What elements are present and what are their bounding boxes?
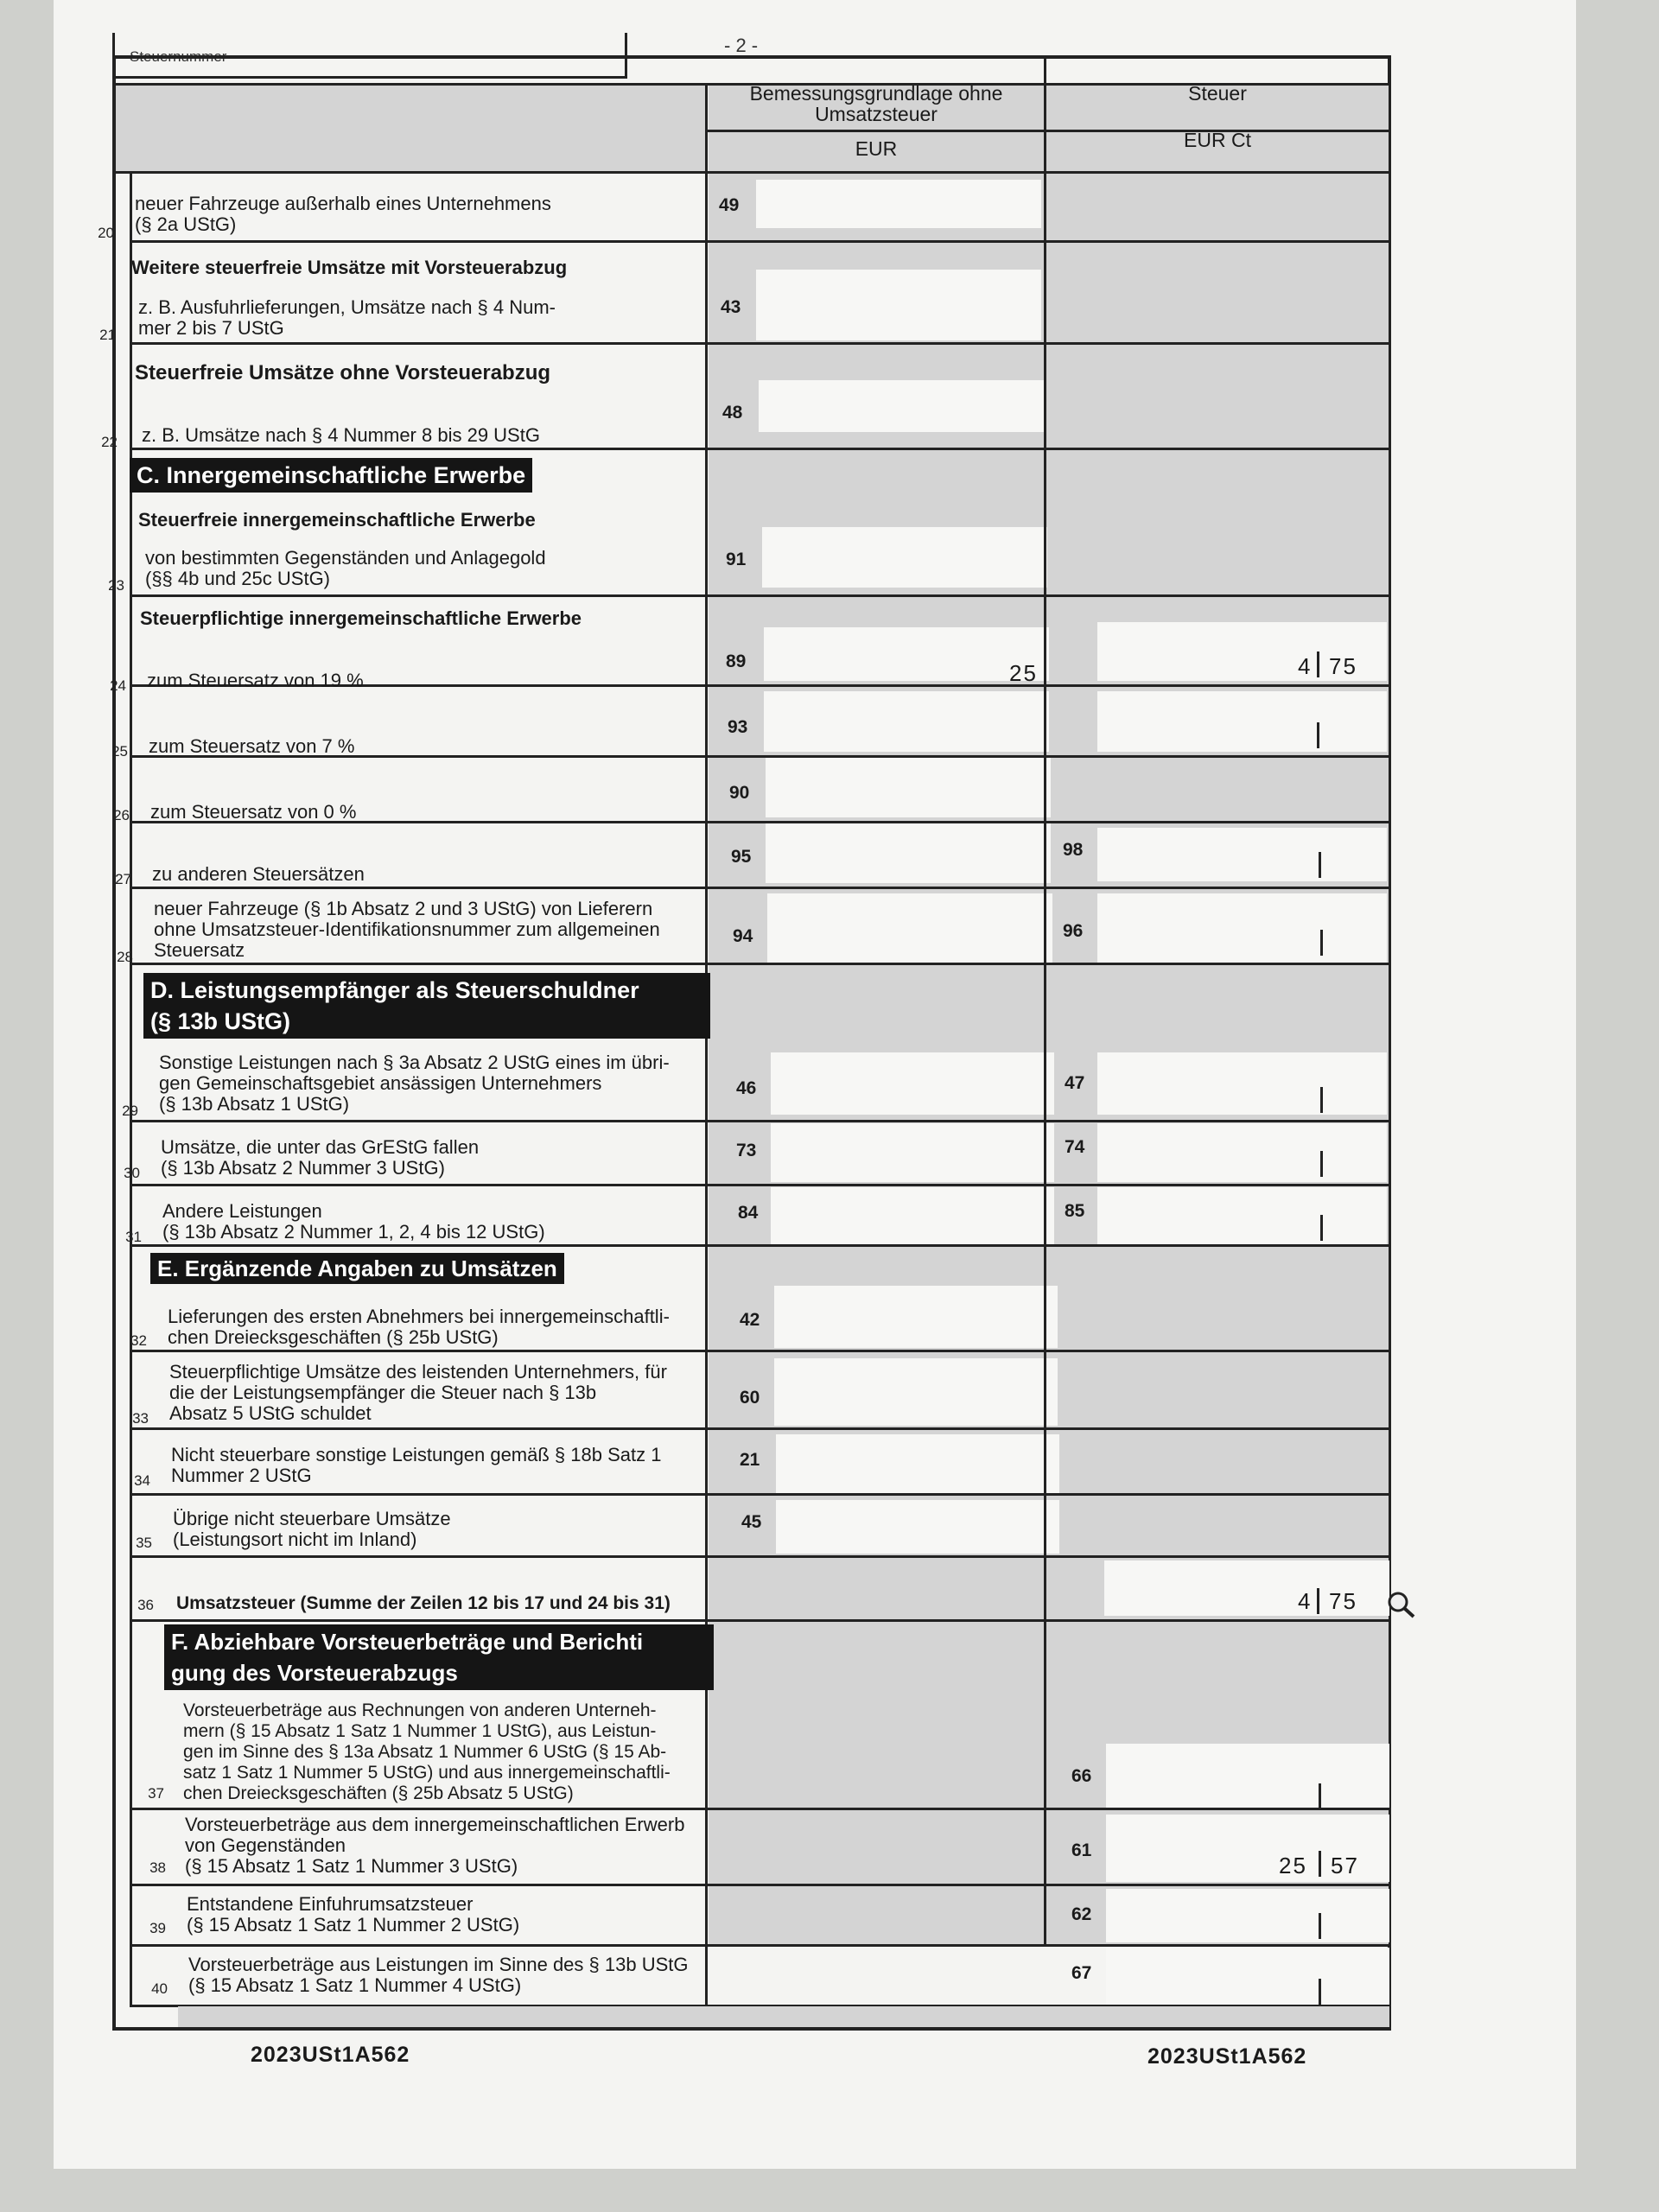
line-number: 28 bbox=[117, 949, 133, 965]
line-number: 34 bbox=[134, 1472, 150, 1489]
tax-field-62[interactable] bbox=[1106, 1889, 1389, 1942]
line-number: 37 bbox=[148, 1785, 164, 1802]
kz-89: 89 bbox=[726, 652, 747, 671]
line-number: 30 bbox=[124, 1165, 140, 1181]
row-26-text: zum Steuersatz von 0 % bbox=[150, 801, 357, 823]
row-31-text: Andere Leistungen (§ 13b Absatz 2 Nummer 1, 2, 4 bis 12 UStG) bbox=[162, 1200, 545, 1243]
field-94[interactable] bbox=[767, 893, 1052, 963]
line-number: 35 bbox=[136, 1535, 152, 1551]
field-84[interactable] bbox=[771, 1187, 1054, 1244]
tax-field-66[interactable] bbox=[1106, 1744, 1389, 1808]
line-number: 33 bbox=[132, 1410, 149, 1427]
field-49[interactable] bbox=[756, 180, 1041, 228]
row-24-text: zum Steuersatz von 19 % bbox=[147, 670, 364, 691]
row-32-text: Lieferungen des ersten Abnehmers bei innergemeinschaftli- chen Dreiecksgeschäften (§ 25b UStG) bbox=[168, 1306, 670, 1348]
tax-field-74[interactable] bbox=[1097, 1123, 1387, 1182]
kz-91: 91 bbox=[726, 550, 747, 569]
row-21-heading: Weitere steuerfreie Umsätze mit Vorsteuerabzug bbox=[131, 257, 568, 278]
kz-21: 21 bbox=[740, 1450, 760, 1470]
kz-62: 62 bbox=[1071, 1904, 1092, 1924]
row-22-text: z. B. Umsätze nach § 4 Nummer 8 bis 29 UStG bbox=[142, 424, 540, 446]
row-23-text: von bestimmten Gegenständen und Anlagegold (§§ 4b und 25c UStG) bbox=[145, 547, 546, 589]
row-36-text: Umsatzsteuer (Summe der Zeilen 12 bis 17 und 24 bis 31) bbox=[176, 1593, 671, 1613]
field-89[interactable] bbox=[764, 627, 1049, 681]
footer-form-code-left: 2023USt1A562 bbox=[251, 2043, 410, 2067]
field-95[interactable] bbox=[766, 823, 1051, 883]
line-number: 39 bbox=[149, 1920, 166, 1936]
line-number: 31 bbox=[125, 1229, 142, 1245]
kz-93: 93 bbox=[728, 717, 748, 737]
field-46[interactable] bbox=[771, 1052, 1054, 1115]
row-34-text: Nicht steuerbare sonstige Leistungen gemäß § 18b Satz 1 Nummer 2 UStG bbox=[171, 1444, 662, 1486]
line-number: 38 bbox=[149, 1859, 166, 1876]
line-number: 36 bbox=[137, 1597, 154, 1613]
value-89-tax-ct: 75 bbox=[1329, 653, 1357, 679]
kz-45: 45 bbox=[741, 1512, 762, 1532]
row-30-text: Umsätze, die unter das GrEStG fallen (§ 13b Absatz 2 Nummer 3 UStG) bbox=[161, 1136, 480, 1179]
line-number: 24 bbox=[110, 677, 126, 694]
kz-61: 61 bbox=[1071, 1840, 1092, 1860]
field-48[interactable] bbox=[759, 380, 1044, 432]
field-43[interactable] bbox=[756, 270, 1041, 340]
row-29-text: Sonstige Leistungen nach § 3a Absatz 2 UStG eines im übri- gen Gemeinschaftsgebiet ansässigen Unternehmers (§ 13b Absatz 1 UStG) bbox=[159, 1052, 670, 1115]
field-42[interactable] bbox=[774, 1286, 1058, 1348]
row-28-text: neuer Fahrzeuge (§ 1b Absatz 2 und 3 UStG) von Lieferern ohne Umsatzsteuer-Identifikationsnummer zum allgemeinen Steuersatz bbox=[154, 898, 660, 961]
section-c-heading: C. Innergemeinschaftliche Erwerbe bbox=[130, 458, 532, 493]
kz-49: 49 bbox=[719, 195, 740, 215]
kz-60: 60 bbox=[740, 1388, 760, 1408]
row-39-text: Entstandene Einfuhrumsatzsteuer (§ 15 Absatz 1 Satz 1 Nummer 2 UStG) bbox=[187, 1893, 520, 1936]
kz-74: 74 bbox=[1065, 1137, 1085, 1157]
field-91[interactable] bbox=[762, 527, 1047, 588]
line-number: 27 bbox=[115, 871, 131, 887]
kz-84: 84 bbox=[738, 1203, 759, 1223]
row-27-text: zu anderen Steuersätzen bbox=[152, 863, 365, 885]
line-number: 40 bbox=[151, 1980, 168, 1997]
value-total-tax-ct: 75 bbox=[1329, 1588, 1357, 1614]
line-number: 25 bbox=[111, 743, 128, 760]
row-37-text: Vorsteuerbeträge aus Rechnungen von anderen Unterneh- mern (§ 15 Absatz 1 Satz 1 Nummer 1 UStG), aus Leistun- gen im Sinne des § 13a Absatz 1 Nummer 6 UStG (§ 15 Ab- satz 1 Satz 1 Nummer 5 UStG) und aus innergemeinschaftli- chen Dreiecksgeschäften (§ 25b Absatz 5 UStG) bbox=[183, 1700, 671, 1803]
value-89-tax-eur: 4 bbox=[1298, 653, 1313, 679]
value-61-tax-ct: 57 bbox=[1331, 1853, 1359, 1878]
steuernummer-label: Steuernummer bbox=[130, 48, 227, 65]
tax-field-85[interactable] bbox=[1097, 1187, 1387, 1244]
kz-46: 46 bbox=[736, 1078, 757, 1098]
row-24-heading: Steuerpflichtige innergemeinschaftliche Erwerbe bbox=[140, 607, 582, 629]
row-23-heading: Steuerfreie innergemeinschaftliche Erwerbe bbox=[138, 509, 536, 531]
search-icon[interactable] bbox=[1386, 1590, 1408, 1612]
field-90[interactable] bbox=[766, 757, 1051, 817]
kz-85: 85 bbox=[1065, 1201, 1085, 1221]
kz-48: 48 bbox=[722, 403, 743, 423]
row-21-text: z. B. Ausfuhrlieferungen, Umsätze nach § 4 Num- mer 2 bis 7 UStG bbox=[138, 296, 556, 339]
row-40-text: Vorsteuerbeträge aus Leistungen im Sinne des § 13b UStG (§ 15 Absatz 1 Satz 1 Nummer 4 UStG) bbox=[188, 1954, 689, 1996]
kz-66: 66 bbox=[1071, 1766, 1092, 1786]
kz-98: 98 bbox=[1063, 840, 1084, 860]
kz-95: 95 bbox=[731, 847, 752, 867]
kz-73: 73 bbox=[736, 1141, 757, 1160]
page-number: - 2 - bbox=[724, 35, 759, 56]
column-unit-base: EUR bbox=[855, 137, 898, 160]
footer-form-code-right: 2023USt1A562 bbox=[1147, 2044, 1307, 2069]
kz-90: 90 bbox=[729, 783, 750, 803]
line-number: 23 bbox=[108, 577, 124, 594]
line-number: 21 bbox=[99, 327, 116, 343]
kz-67: 67 bbox=[1071, 1963, 1092, 1983]
line-number: 29 bbox=[122, 1103, 138, 1119]
kz-43: 43 bbox=[721, 297, 741, 317]
value-89-base: 25 bbox=[1009, 660, 1038, 686]
section-f-heading: F. Abziehbare Vorsteuerbeträge und Berichti gung des Vorsteuerabzugs bbox=[164, 1624, 714, 1690]
field-60[interactable] bbox=[774, 1358, 1058, 1426]
field-93[interactable] bbox=[764, 691, 1049, 752]
kz-96: 96 bbox=[1063, 921, 1084, 941]
field-73[interactable] bbox=[771, 1123, 1054, 1182]
row-33-text: Steuerpflichtige Umsätze des leistenden Unternehmers, für die der Leistungsempfänger die Steuer nach § 13b Absatz 5 UStG schuldet bbox=[169, 1361, 667, 1424]
tax-field-93[interactable] bbox=[1097, 691, 1387, 752]
line-number: 32 bbox=[130, 1332, 147, 1349]
section-d-heading: D. Leistungsempfänger als Steuerschuldner (§ 13b UStG) bbox=[143, 973, 710, 1039]
tax-field-67[interactable] bbox=[1106, 1948, 1389, 2005]
section-e-heading: E. Ergänzende Angaben zu Umsätzen bbox=[150, 1253, 564, 1284]
row-25-text: zum Steuersatz von 7 % bbox=[149, 735, 355, 757]
field-45[interactable] bbox=[776, 1500, 1059, 1554]
value-total-tax-eur: 4 bbox=[1298, 1588, 1313, 1614]
kz-94: 94 bbox=[733, 926, 753, 946]
row-35-text: Übrige nicht steuerbare Umsätze (Leistungsort nicht im Inland) bbox=[173, 1508, 451, 1550]
line-number: 20 bbox=[98, 225, 114, 241]
kz-47: 47 bbox=[1065, 1073, 1085, 1093]
tax-field-98[interactable] bbox=[1097, 828, 1387, 881]
value-61-tax-eur: 25 bbox=[1279, 1853, 1307, 1878]
column-header-tax: Steuer bbox=[1188, 82, 1247, 105]
column-unit-tax: EUR Ct bbox=[1184, 129, 1251, 151]
row-20-text: neuer Fahrzeuge außerhalb eines Unternehmens (§ 2a UStG) bbox=[135, 193, 551, 235]
column-header-base: Bemessungsgrundlage ohne Umsatzsteuer bbox=[749, 82, 1003, 125]
tax-field-96[interactable] bbox=[1097, 893, 1387, 963]
row-22-heading: Steuerfreie Umsätze ohne Vorsteuerabzug bbox=[135, 361, 551, 385]
line-number: 22 bbox=[101, 434, 118, 450]
kz-42: 42 bbox=[740, 1310, 760, 1330]
line-number: 26 bbox=[113, 807, 130, 823]
tax-field-47[interactable] bbox=[1097, 1052, 1387, 1115]
field-21[interactable] bbox=[776, 1434, 1059, 1493]
row-38-text: Vorsteuerbeträge aus dem innergemeinschaftlichen Erwerb von Gegenständen (§ 15 Absatz 1 Satz 1 Nummer 3 UStG) bbox=[185, 1814, 685, 1877]
